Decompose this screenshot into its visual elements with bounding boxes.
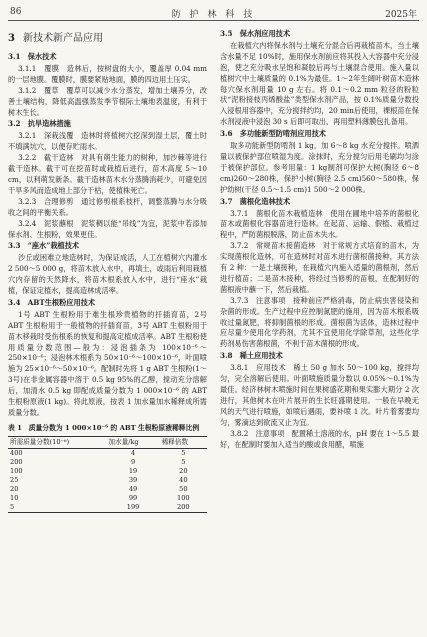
section-title: 新技术新产品应用 <box>22 33 103 44</box>
table-cell: 100 <box>177 493 190 502</box>
subsection-heading-3-1: 3.1 保水技术 <box>8 52 57 61</box>
subsection-heading-3-6: 3.6 多功能新型防啃剂应用技术 <box>220 129 326 139</box>
table-cell: 50 <box>179 484 188 493</box>
table-cell: 25 <box>10 475 19 484</box>
paragraph-3-3: 沙丘或困难立地造林时，为保证成活，人工在植树穴内灌水 2 500～5 000 g，将苗木放入水中，再填土，或雨后利用栽植穴内存留的天然降水，将苗木根系放入水中，进行“座水”栽植，保证定植水，提高造林成活率。 <box>8 253 207 296</box>
dilution-table <box>8 436 207 513</box>
table-row <box>8 503 207 513</box>
table-row <box>8 467 207 476</box>
table-cell: 4 <box>130 448 136 457</box>
table-cell: 400 <box>10 448 23 457</box>
table-row <box>8 458 207 467</box>
table-cell: 5 <box>8 503 106 513</box>
table-cell: 200 <box>160 503 207 513</box>
paragraph-3-2-1: 3.2.1 深栽浅覆 造林时将植树穴挖深到湿土层，覆土时不填满坑穴，以便存贮雨水。 <box>8 131 207 152</box>
table-header-cell: 稀释倍数 <box>160 436 207 448</box>
table-cell: 199 <box>106 503 159 513</box>
table-cell: 10 <box>10 493 19 502</box>
table-cell: 40 <box>179 475 188 484</box>
paragraph-3-2-2: 3.2.2 截干造林 对具有萌生能力的树种，加沙棘等进行截干造林。截干可在挖苗时或栽植后进行，苗木高度 5～10 cm，以利萌发新条。截干造林苗木水分蒸腾消耗少，可避免因干旱多风而造成地上部分干枯，使植株死亡。 <box>8 153 207 195</box>
paragraph-3-8-2: 3.8.2 注意事项 配置稀土溶液的水，pH 要在 1～5.5 最好，在配制时要加入适当的酸或食用醋，喷施 <box>220 428 419 449</box>
paragraph-3-6: 取多功能新型防啃剂 1 kg，加 6～8 kg 水充分搅拌。喷洒量以被保护部位喷湿为度。涂抹时，充分搅匀后用毛刷均匀涂于被保护部位。参考用量：1 kg制剂可保护大树(胸径 6～8 cm)260～280株，保护小树(胸径 2.5 cm)560～580株，保护幼树(干径 0.5～1.5 cm)1 500～2 000株。 <box>220 141 419 194</box>
left-column <box>8 28 207 513</box>
table-cell: 20 <box>179 466 188 475</box>
subsection-heading-3-7: 3.7 菌根化造林技术 <box>220 196 291 206</box>
table-cell: 100 <box>10 466 23 475</box>
subsection-heading-3-4: 3.4 ABT生根粉应用技术 <box>8 297 96 307</box>
table-row <box>8 476 207 485</box>
paragraph-3-5: 在栽植穴内将保水剂与土壤充分混合后再栽植苗木，当土壤含水量不足 10%时，施用保水剂前应将其投入大容器中充分浸泡，使之充分吸水呈饱和凝胶后再与土壤混合使用。施入量以植树穴中土壤质量的 0.1%为最佳。1～2年生阔叶树苗木造林每穴保水剂用量 10 g 左右。将 0.1～0.2 mm 粒径的粉粒状“泥粉接枝丙烯酸盐”类型保水剂产品，按 0.1%质量分数投入浸根用容器中，充分搅拌约均，20 min后使用，裸根苗在保水剂浸液中浸泡 30 s 后即可取出，再用塑料薄膜包扎备用。 <box>220 40 419 127</box>
section-heading <box>8 32 207 46</box>
table-cell: 5 <box>181 457 186 466</box>
subsection-heading-3-5: 3.5 保水剂应用技术 <box>220 29 291 38</box>
table-header-row <box>8 436 207 448</box>
journal-title: 防 护 林 科 技 <box>171 10 256 20</box>
table-cell: 20 <box>10 484 19 493</box>
paragraph-3-7-3: 3.7.3 注意事项 接种前应严格消毒，防止病虫害侵染和杂菌的形成。生产过程中应控制氮肥的施用，因为苗木根系吸收过量氮肥，将抑制菌根的形成。菌根菌为活体，造林过程中应尽量少使用化学药剂，尤其不宜使用化学除草剂，这些化学药剂易伤害菌根菌，不利于苗木菌根的形成。 <box>220 295 419 349</box>
paragraph-3-1-1: 3.1.1 覆膜 造林后，按树盘的大小，覆盖厚 0.04 mm的一层地膜。覆膜时，膜要紧贴地面，膜的四边用土压实。 <box>8 63 207 84</box>
subsection-heading-3-8: 3.8 稀土应用技术 <box>220 351 283 361</box>
table-cell: 39 <box>128 475 138 484</box>
table-row <box>8 448 207 458</box>
table-cell: 5 <box>181 448 186 457</box>
header-rule <box>8 20 419 21</box>
paragraph-3-7-1: 3.7.1 菌根化苗木栽植造林 使用在圃地中培养的菌根化苗木或菌根化容器苗进行造林。在起苗、运输、假植、栽植过程中，严防菌根脱落，防止苗木失水。 <box>220 208 419 240</box>
paragraph-3-4: 1号 ABT 生根粉用于难生根珍贵植物的扦插育苗，2号 ABT 生根粉用于一般植物的扦插育苗，3号 ABT 生根粉用于苗木移栽时受伤根系的恢复和提高定植成活率。ABT 生根粉使用质量分数范围—般为：浸泡插条为 100×10⁻⁶～250×10⁻⁶；浸泡林木根系为 50×10⁻⁶～100×10⁻⁶，叶面喷施为 25×10⁻⁶～50×10⁻⁶。配制时先将 1 g ABT 生根粉(1～3号)在非金属容器中溶于 0.5 kg 95%的乙醇，搅动充分溶解后，加清水 0.5 kg 即配成质量分数为 1 000×10⁻⁶ 的 ABT 生根粉原液(1 kg)。将此原液，按表 1 加水量加水稀释成所需质量分数。 <box>8 309 207 417</box>
subsection-heading-3-2: 3.2 抗旱造林措施 <box>8 119 71 129</box>
paragraph-3-2-3: 3.2.3 合理修剪 通过修剪根系枝杆，调整蒸腾与水分吸收之间的平衡关系。 <box>8 196 207 217</box>
table-header-cell: 加水量/kg <box>106 436 159 448</box>
table-cell: 9 <box>130 457 136 466</box>
table-header-cell: 所需质量分数(10⁻⁶) <box>8 436 106 448</box>
table-row <box>8 485 207 494</box>
paragraph-3-2-4: 3.2.4 泥浆蘸根 泥浆稠以能“吊线”为宜，泥浆中若添加保水剂、生根粉，效果更佳。 <box>8 218 207 239</box>
table-cell: 49 <box>128 484 138 493</box>
paragraph-3-1-2: 3.1.2 覆草 覆草可以减少水分蒸发，增加土壤养分，改善土壤结构，降低高温强蒸发季节根际土壤地表温度，有利于树木生长。 <box>8 85 207 117</box>
paragraph-3-8-1: 3.8.1 应用技术 稀土 50 g 加水 50～100 kg，搅拌均匀，完全溶解后使用。叶面喷施质量分数以 0.05%～0.1%为最佳。经济林树木喷施时间在果树盛花期和果实膨大期分 2 次进行，其他树木在叶片展开的生长旺盛期使用。一般在早晚无风的天气进行喷施，如喷后遇雨，要补喷 1 次。叶片着雾要均匀，雾滴达到欲流又止为宜。 <box>220 363 419 427</box>
right-column <box>220 28 419 450</box>
section-number: 3 <box>8 33 15 44</box>
issue-year: 2025年 <box>385 10 417 20</box>
paragraph-3-7-2: 3.7.2 常规苗木接菌造林 对于常规方式培育的苗木，为实现菌根化造林，可在造林时对苗木进行菌根菌接种，其方法有 2 种：一是土壤接种，在栽植穴内施入适量的菌根剂，然后进行植苗；二是苗木接种，将经过当修剪的苗根，在配制好的菌根液中蘸一下，然后栽植。 <box>220 241 419 294</box>
table-1-title: 表 1 质量分数为 1 000×10⁻⁶ 的 ABT 生根粉原液稀释比例 <box>8 423 200 432</box>
table-cell: 99 <box>128 493 138 502</box>
table-cell: 200 <box>10 457 23 466</box>
table-cell: 19 <box>128 466 138 475</box>
table-row <box>8 494 207 503</box>
page-number: 86 <box>10 7 22 17</box>
subsection-heading-3-3: 3.3 “座水”栽植技术 <box>8 241 80 251</box>
